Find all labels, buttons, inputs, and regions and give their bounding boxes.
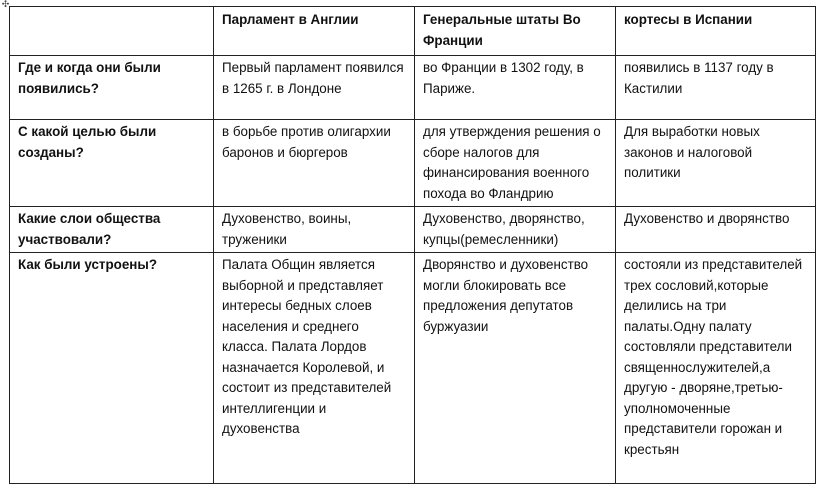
france-cell: Дворянство и духовенство могли блокировать все предложения депутатов буржуазии <box>415 253 616 484</box>
spain-cell: Для выработки новых законов и налоговой политики <box>616 120 816 207</box>
france-cell: для утверждения решения о сборе налогов для финансирования военного похода во Фландрию <box>415 120 616 207</box>
header-cell-england: Парламент в Англии <box>214 7 415 56</box>
move-cross-icon[interactable]: ✣ <box>1 0 10 9</box>
england-cell: в борьбе против олигархии баронов и бюргеров <box>214 120 415 207</box>
table-row <box>10 56 816 120</box>
spain-cell: Духовенство и дворянство <box>616 207 816 253</box>
england-cell: Палата Общин является выборной и представляет интересы бедных слоев населения и среднего класса. Палата Лордов назначается Королевой, и состоит из представителей интеллигенции и духовенства <box>214 253 415 484</box>
france-cell: Духовенство, дворянство, купцы(ремесленники) <box>415 207 616 253</box>
header-cell-spain: кортесы в Испании <box>616 7 816 56</box>
england-cell: Духовенство, воины, труженики <box>214 207 415 253</box>
england-cell: Первый парламент появился в 1265 г. в Лондоне <box>214 56 415 120</box>
header-cell-france: Генеральные штаты Во Франции <box>415 7 616 56</box>
question-cell: Какие слои общества участвовали? <box>10 207 214 253</box>
comparison-table <box>9 6 816 484</box>
spain-cell: состояли из представителей трех сословий,которые делились на три палаты.Одну палату состовляли представители священнослужителей,а другую - дворяне,третью-уполномоченные представители горожан и крестьян <box>616 253 816 484</box>
header-cell-empty <box>10 7 214 56</box>
spain-cell: появились в 1137 году в Кастилии <box>616 56 816 120</box>
france-cell: во Франции в 1302 году, в Париже. <box>415 56 616 120</box>
question-cell: С какой целью были созданы? <box>10 120 214 207</box>
question-cell: Как были устроены? <box>10 253 214 484</box>
question-cell: Где и когда они были появились? <box>10 56 214 120</box>
table-row <box>10 207 816 253</box>
table-row <box>10 253 816 484</box>
table-header-row <box>10 7 816 56</box>
table-row <box>10 120 816 207</box>
